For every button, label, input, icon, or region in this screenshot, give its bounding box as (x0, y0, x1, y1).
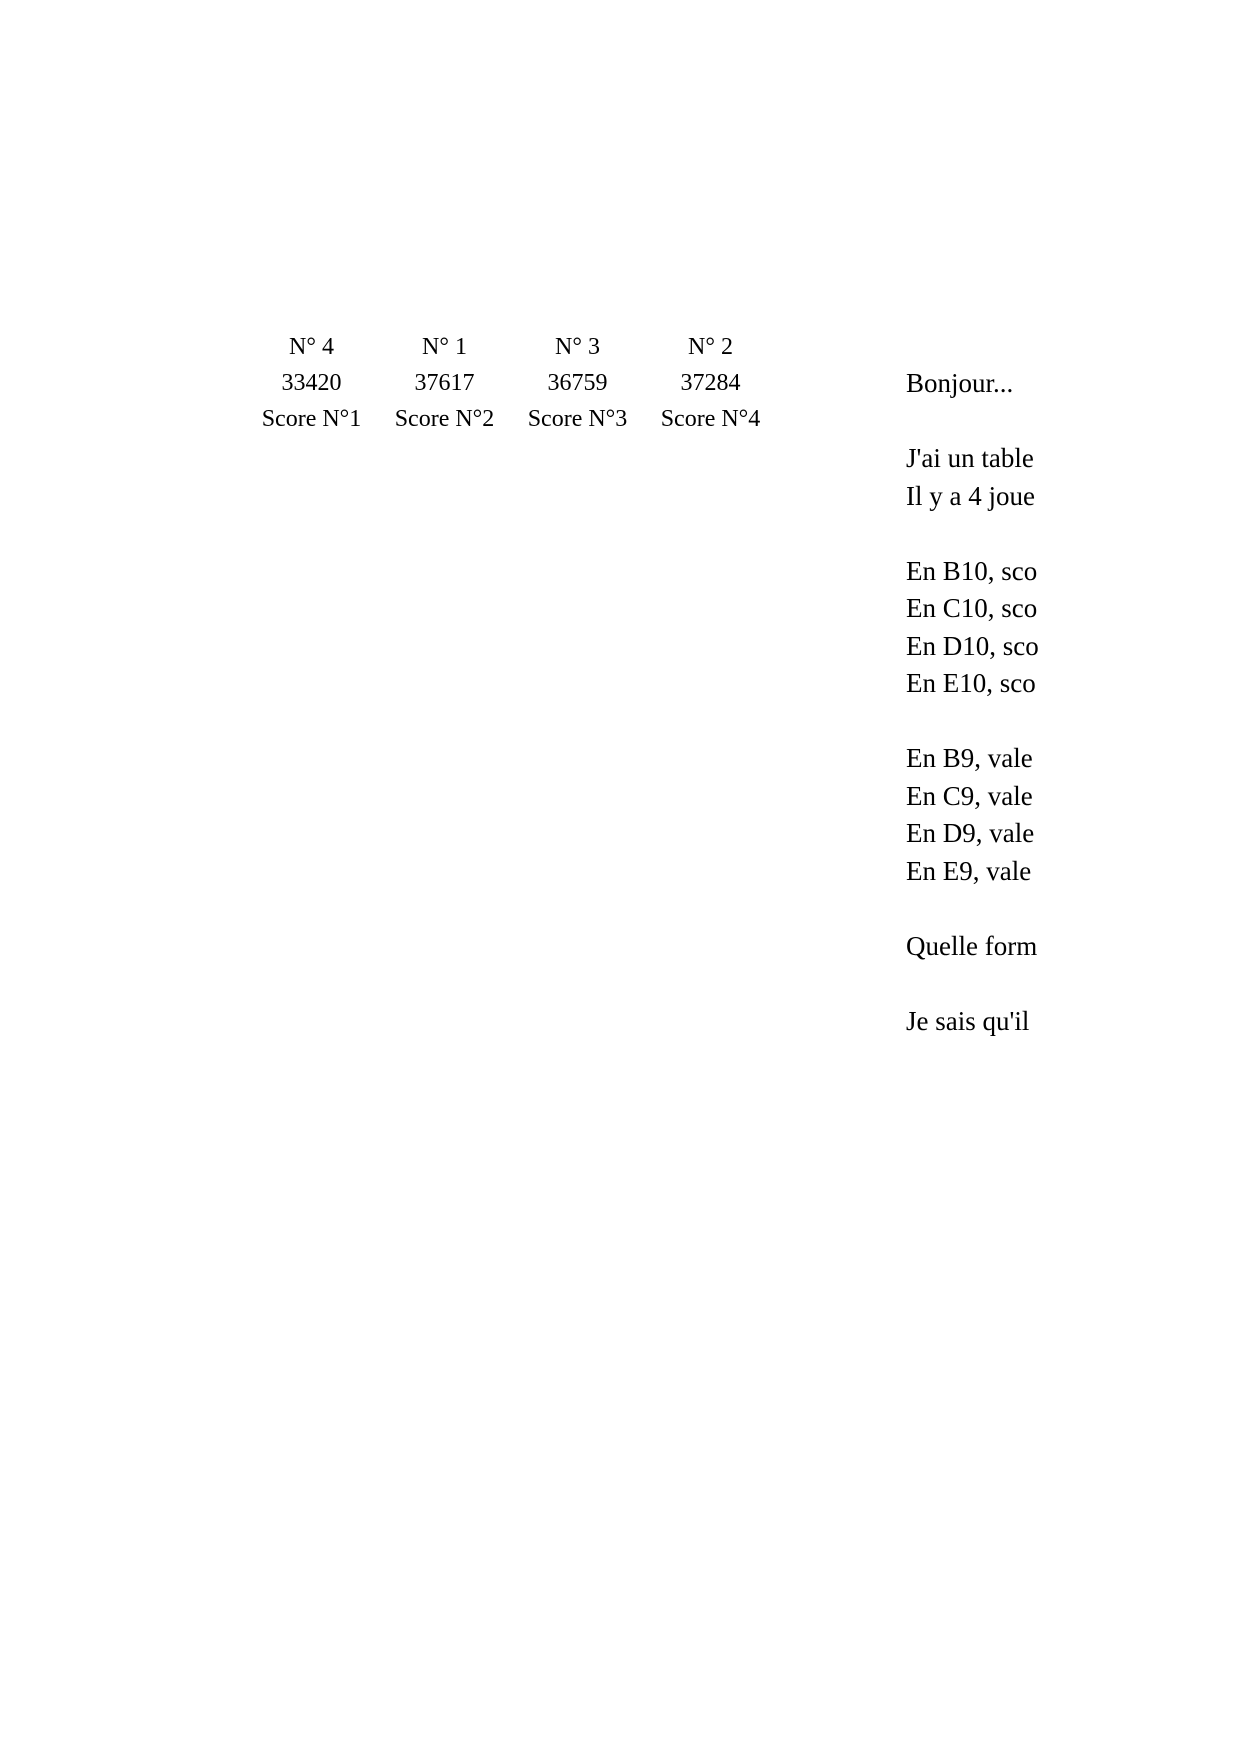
message-line: Il y a 4 joue (906, 480, 1035, 511)
message-line: En B9, vale (906, 743, 1033, 773)
message-line: En D10, sco (906, 630, 1039, 661)
message-line: Je sais qu'il (906, 1005, 1030, 1036)
player-row (245, 329, 777, 365)
message-text (906, 365, 1040, 1040)
score-table (245, 329, 777, 437)
player-cell[interactable]: N° 3 (555, 333, 600, 360)
message-line: En D9, vale (906, 818, 1035, 848)
score-label-cell[interactable]: Score N°2 (394, 405, 495, 432)
player-cell[interactable]: N° 1 (422, 333, 467, 360)
value-cell[interactable]: 36759 (547, 369, 608, 396)
message-line: Bonjour... (906, 368, 1014, 398)
value-cell[interactable]: 37284 (680, 369, 741, 396)
message-line: En C10, sco (906, 593, 1038, 623)
value-row (245, 365, 777, 401)
message-line (906, 965, 1040, 1003)
message-line: J'ai un table (906, 443, 1034, 473)
message-line: En E10, sco (906, 668, 1036, 698)
message-line: En B10, sco (906, 555, 1038, 586)
message-line (906, 890, 1040, 928)
message-line: En E9, vale (906, 855, 1032, 886)
score-label-cell[interactable]: Score N°3 (527, 405, 628, 432)
player-cell[interactable]: N° 4 (289, 333, 334, 360)
value-cell[interactable]: 37617 (414, 369, 475, 396)
message-line (906, 515, 1040, 553)
message-line: Quelle form (906, 930, 1038, 961)
message-line: En C9, vale (906, 780, 1033, 811)
value-cell[interactable]: 33420 (281, 369, 342, 396)
message-line (906, 403, 1040, 441)
score-label-row (245, 401, 777, 437)
player-cell[interactable]: N° 2 (688, 333, 733, 360)
score-label-cell[interactable]: Score N°1 (261, 405, 362, 432)
message-line (906, 703, 1040, 741)
score-label-cell[interactable]: Score N°4 (660, 405, 761, 432)
